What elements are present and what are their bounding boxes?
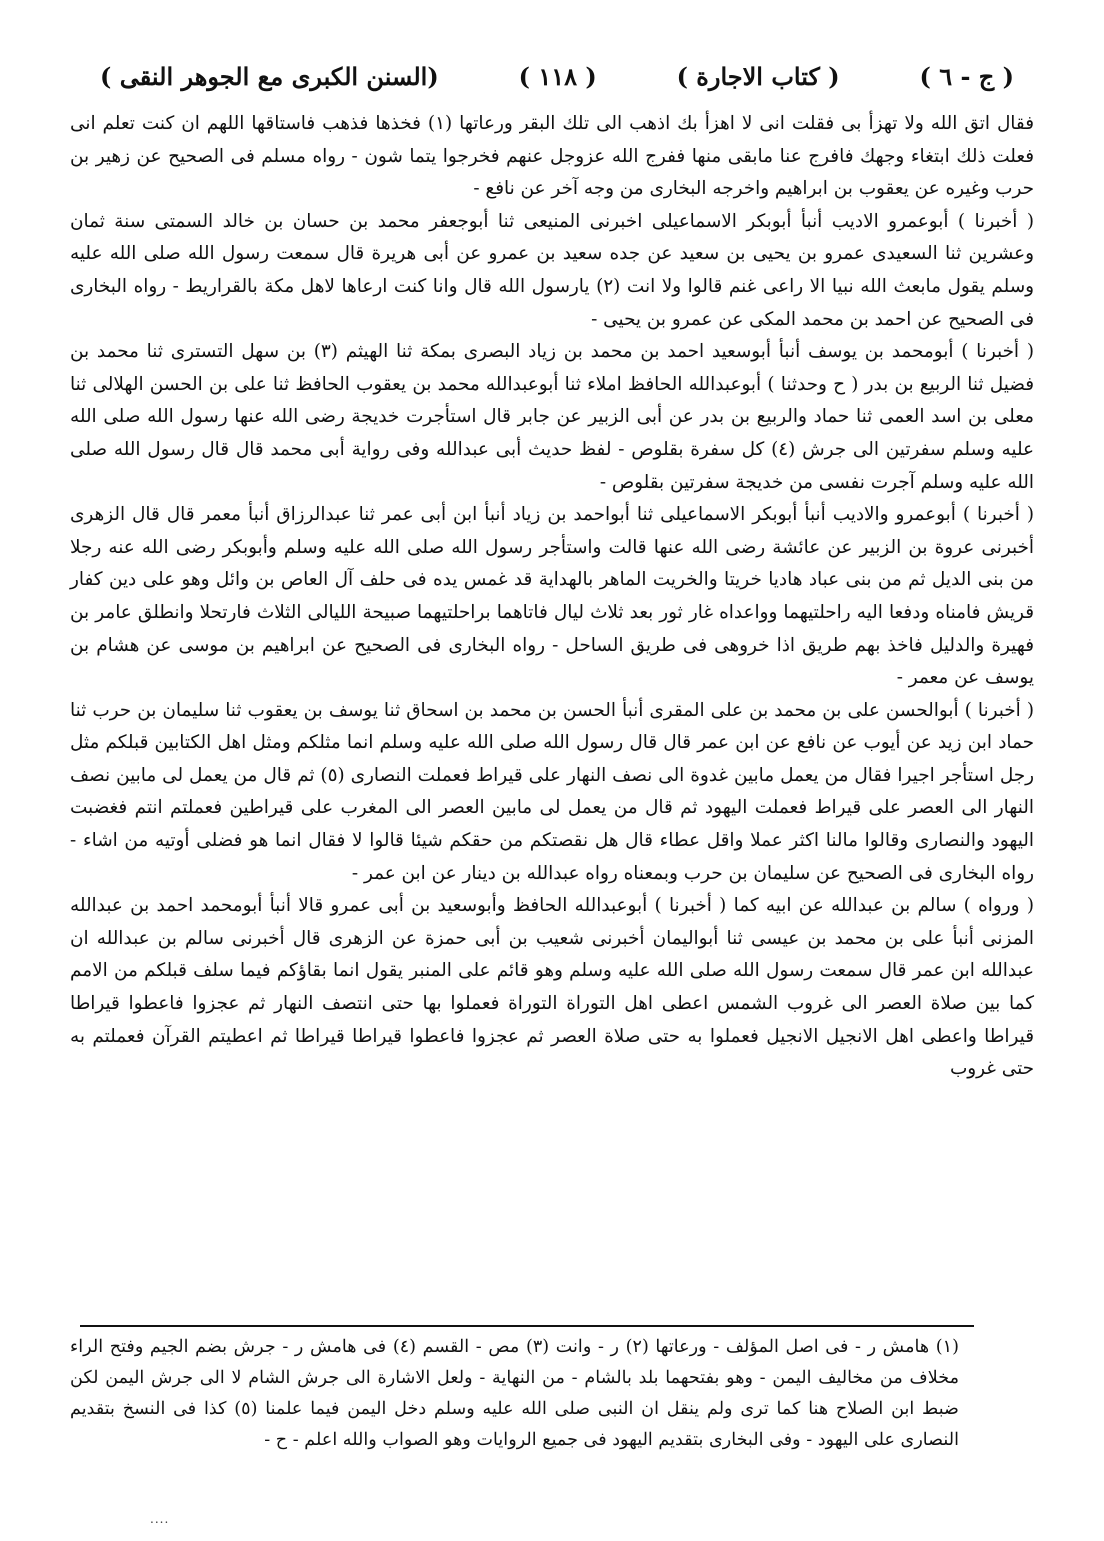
- paragraph: ( أخبرنا ) أبومحمد بن يوسف أنبأ أبوسعيد احمد بن محمد بن زياد البصرى بمكة ثنا الهيثم (٣) بن سهل التسترى ثنا محمد بن فضيل ثنا الربيع بن بدر ( ح وحدثنا ) أبوعبدالله الحافظ املاء ثنا أبوعبدالله محمد بن يعقوب الحافظ ثنا على بن الحسن الهلالى ثنا معلى بن اسد العمى ثنا حماد والربيع بن بدر عن أبى الزبير عن جابر قال استأجرت خديجة رضى الله عنها رسول الله صلى الله عليه وسلم سفرتين الى جرش (٤) كل سفرة بقلوص - لفظ حديث أبى عبدالله وفى رواية أبى محمد قال قال رسول الله صلى الله عليه وسلم آجرت نفسى من خديجة سفرتين بقلوص -: [70, 341, 1035, 493]
- paragraph: فقال اتق الله ولا تهزأ بى فقلت انى لا اهزأ بك اذهب الى تلك البقر ورعاتها (١) فخذها فذهب فاستاقها اللهم ان كنت تعلم انى فعلت ذلك ابتغاء وجهك فافرج عنا مابقى منها ففرج الله عزوجل عنهم فخرجوا يتما شون - رواه مسلم فى الصحيح عن زهير بن حرب وغيره عن يعقوب بن ابراهيم واخرجه البخارى من وجه آخر عن نافع -: [70, 113, 1035, 200]
- corner-mark: ....: [150, 1512, 170, 1526]
- paragraph: ( أخبرنا ) أبوعمرو والاديب أنبأ أبوبكر الاسماعيلى ثنا أبواحمد بن زياد أنبأ ابن أبى عمر ثنا عبدالرزاق أنبأ معمر قال قال الزهرى أخبرنى عروة بن الزبير عن عائشة رضى الله عنها قالت واستأجر رسول الله صلى الله عليه وسلم وأبوبكر رضى الله عنه رجلا من بنى الديل ثم من بنى عباد هاديا خريتا والخريت الماهر بالهداية قد غمس يده فى حلف آل العاص بن وائل وهو على دين كفار قريش فامناه ودفعا اليه راحلتيهما وواعداه غار ثور بعد ثلاث ليال فاتاهما براحلتيهما صبيحة الليالى الثلاث فارتحلا وانطلق عامر بن فهيرة والدليل فاخذ بهم طريق اذا خروهى فى طريق الساحل - رواه البخارى فى الصحيح عن ابراهيم بن موسى عن هشام بن يوسف عن معمر -: [70, 504, 1034, 689]
- footnotes: [70, 1332, 959, 1456]
- running-header: [100, 55, 1014, 97]
- paragraph: ( ورواه ) سالم بن عبدالله عن ابيه كما ( أخبرنا ) أبوعبدالله الحافظ وأبوسعيد بن أبى عمرو قالا أنبأ أبومحمد احمد بن عبدالله المزنى أنبأ على بن محمد بن عيسى ثنا أبواليمان أخبرنى شعيب بن أبى حمزة عن الزهرى قال أخبرنى سالم بن عبدالله ان عبدالله ابن عمر قال سمعت رسول الله صلى الله عليه وسلم وهو قائم على المنبر يقول انما بقاؤكم فيما سلف قبلكم من الامم كما بين صلاة العصر الى غروب الشمس اعطى اهل التوراة التوراة فعملوا بها حتى انتصف النهار ثم عجزوا فاعطوا قيراطا قيراطا واعطى اهل الانجيل الانجيل فعملوا به حتى صلاة العصر ثم عجزوا فاعطوا قيراطا قيراطا ثم اعطيتم القرآن فعملتم به حتى غروب: [70, 895, 1035, 1080]
- footnote-text: (١) هامش ر - فى اصل المؤلف - ورعاتها (٢) ر - وانت (٣) مص - القسم (٤) فى هامش ر - جرش بضم الجيم وفتح الراء مخلاف من مخاليف اليمن - وهو بفتحهما بلد بالشام - من النهاية - ولعل الاشارة الى جرش الشام لا الى جرش اليمن لكن ضبط ابن الصلاح هنا كما ترى ولم ينقل ان النبى صلى الله عليه وسلم دخل اليمن فيما علمنا (٥) كذا فى النسخ بتقديم النصارى على اليهود - وفى البخارى بتقديم اليهود فى جميع الروايات وهو الصواب والله اعلم - ح -: [70, 1337, 959, 1450]
- chapter-title: ( كتاب الاجارة ): [676, 61, 840, 91]
- main-text: [70, 108, 1034, 1086]
- volume-label: ( ج - ٦ ): [919, 61, 1014, 91]
- book-title: (السنن الكبرى مع الجوهر النقى ): [100, 61, 439, 91]
- paragraph: ( أخبرنا ) أبوعمرو الاديب أنبأ أبوبكر الاسماعيلى اخبرنى المنيعى ثنا أبوجعفر محمد بن حسان بن خالد السمتى سنة ثمان وعشرين ثنا السعيدى عمرو بن يحيى بن سعيد عن جده سعيد بن عمرو عن أبى هريرة قال سمعت رسول الله صلى الله عليه وسلم يقول مابعث الله نبيا الا راعى غنم قالوا ولا انت (٢) يارسول الله قال وانا كنت ارعاها لاهل مكة بالقراريط - رواه البخارى فى الصحيح عن احمد بن محمد المكى عن عمرو بن يحيى -: [70, 210, 1034, 330]
- page-number: ( ١١٨ ): [518, 61, 597, 91]
- footnote-separator: [80, 1325, 974, 1327]
- paragraph: ( أخبرنا ) أبوالحسن على بن محمد بن على المقرى أنبأ الحسن بن محمد بن اسحاق ثنا يوسف بن يعقوب ثنا سليمان بن حرب ثنا حماد ابن زيد عن أيوب عن نافع عن ابن عمر قال قال رسول الله صلى الله عليه وسلم انما مثلكم ومثل اهل الكتابين قبلكم مثل رجل استأجر اجيرا فقال من يعمل مابين غدوة الى نصف النهار على قيراط فعملت النصارى (٥) ثم قال من يعمل لى مابين نصف النهار الى العصر على قيراط فعملت اليهود ثم قال من يعمل لى مابين العصر الى المغرب على قيراطين فعملتم انتم فغضبت اليهود والنصارى وقالوا مالنا اكثر عملا واقل عطاء قال هل نقصتكم من حقكم شيئا قالوا لا فقال انما هو فضلى أوتيه من اشاء - رواه البخارى فى الصحيح عن سليمان بن حرب وبمعناه رواه عبدالله بن دينار عن ابن عمر -: [70, 699, 1034, 884]
